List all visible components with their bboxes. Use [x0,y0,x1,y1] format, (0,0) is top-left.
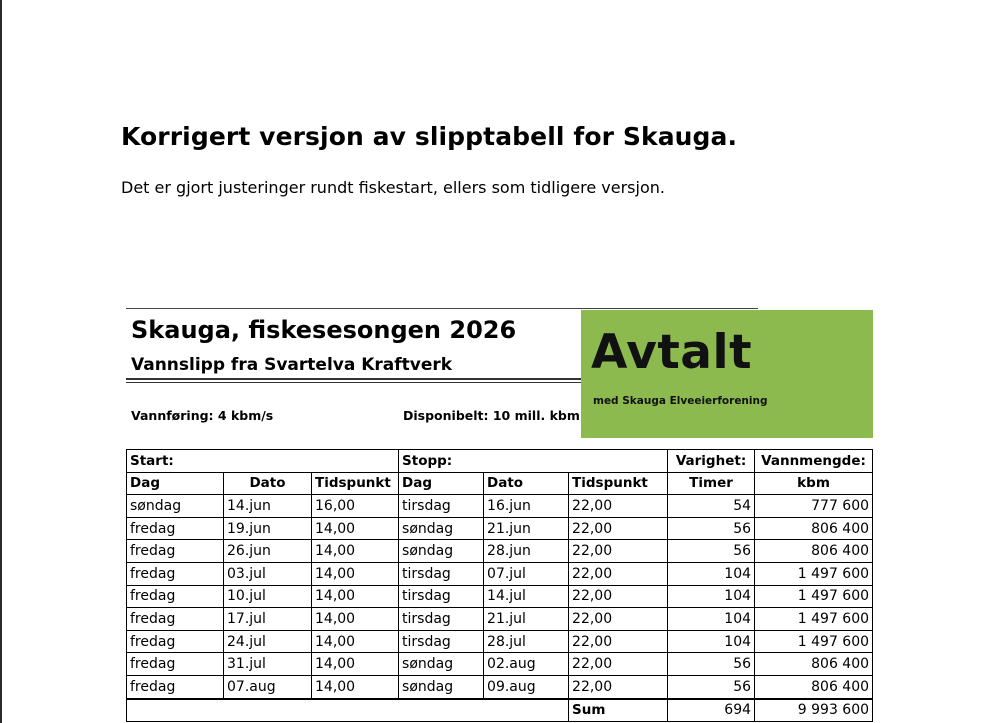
group-header-row [127,450,873,473]
cell-tidspunkt-stopp: 22,00 [569,540,668,563]
table-row [127,675,873,698]
col-dato-stopp: Dato [484,472,569,495]
cell-tidspunkt-stopp: 22,00 [569,585,668,608]
sheet-subtitle: Vannslipp fra Svartelva Kraftverk [131,355,453,375]
col-timer: Timer [668,472,755,495]
table-row [127,653,873,676]
sum-timer: 694 [668,699,755,722]
group-stopp: Stopp: [399,450,668,473]
table-row [127,517,873,540]
cell-timer: 104 [668,630,755,653]
cell-tidspunkt: 14,00 [312,517,399,540]
col-tidspunkt: Tidspunkt [312,472,399,495]
cell-dato-stopp: 16.jun [484,495,569,518]
sum-kbm: 9 993 600 [755,699,873,722]
cell-timer: 104 [668,585,755,608]
table-row [127,562,873,585]
cell-dag: søndag [127,495,224,518]
cell-kbm: 1 497 600 [755,630,873,653]
sum-spacer [127,699,569,722]
cell-tidspunkt: 14,00 [312,562,399,585]
col-tidspunkt-stopp: Tidspunkt [569,472,668,495]
table-body [127,495,873,699]
cell-dag-stopp: søndag [399,653,484,676]
cell-tidspunkt: 14,00 [312,675,399,698]
cell-tidspunkt-stopp: 22,00 [569,608,668,631]
cell-dag-stopp: søndag [399,675,484,698]
cell-dato-stopp: 21.jul [484,608,569,631]
spreadsheet-image [126,307,874,723]
cell-dato-stopp: 09.aug [484,675,569,698]
cell-dag-stopp: tirsdag [399,585,484,608]
table-row [127,540,873,563]
cell-timer: 56 [668,517,755,540]
cell-dato: 03.jul [224,562,312,585]
cell-tidspunkt: 14,00 [312,540,399,563]
cell-tidspunkt: 14,00 [312,585,399,608]
cell-dag: fredag [127,608,224,631]
cell-kbm: 777 600 [755,495,873,518]
table-row [127,495,873,518]
cell-timer: 56 [668,675,755,698]
cell-dato: 26.jun [224,540,312,563]
cell-dag-stopp: søndag [399,540,484,563]
cell-dato: 17.jul [224,608,312,631]
avtalt-stamp [581,310,873,438]
cell-kbm: 806 400 [755,653,873,676]
cell-tidspunkt-stopp: 22,00 [569,517,668,540]
col-kbm: kbm [755,472,873,495]
cell-dato-stopp: 02.aug [484,653,569,676]
group-start: Start: [127,450,399,473]
cell-dag: fredag [127,562,224,585]
cell-dag: fredag [127,653,224,676]
sheet-double-rule-lower [126,382,582,383]
sum-label: Sum [569,699,668,722]
cell-kbm: 1 497 600 [755,608,873,631]
sheet-top-rule [126,308,758,309]
cell-dato-stopp: 28.jun [484,540,569,563]
page-left-border [0,0,2,723]
page-title: Korrigert versjon av slipptabell for Skauga. [121,122,738,151]
cell-dato: 24.jul [224,630,312,653]
table-row [127,585,873,608]
group-varighet: Varighet: [668,450,755,473]
disponibelt-label: Disponibelt: 10 mill. kbm [403,408,580,423]
cell-dag-stopp: tirsdag [399,608,484,631]
stamp-caption: med Skauga Elveeierforening [593,395,768,407]
stamp-title: Avtalt [591,325,753,380]
cell-timer: 56 [668,653,755,676]
group-vannmengde: Vannmengde: [755,450,873,473]
col-dag: Dag [127,472,224,495]
cell-dato: 07.aug [224,675,312,698]
cell-tidspunkt: 14,00 [312,630,399,653]
col-dato: Dato [224,472,312,495]
table-row [127,608,873,631]
cell-tidspunkt-stopp: 22,00 [569,562,668,585]
cell-dato-stopp: 07.jul [484,562,569,585]
table-row [127,630,873,653]
cell-dag-stopp: tirsdag [399,562,484,585]
vannforing-label: Vannføring: 4 kbm/s [131,408,274,423]
column-header-row [127,472,873,495]
col-dag-stopp: Dag [399,472,484,495]
cell-dag: fredag [127,675,224,698]
cell-timer: 54 [668,495,755,518]
cell-dag: fredag [127,630,224,653]
cell-tidspunkt: 14,00 [312,653,399,676]
cell-tidspunkt: 14,00 [312,608,399,631]
page-subtitle: Det er gjort justeringer rundt fiskestart, ellers som tidligere versjon. [121,178,665,197]
cell-dato: 14.jun [224,495,312,518]
cell-dag-stopp: tirsdag [399,630,484,653]
sum-row [127,699,873,722]
cell-tidspunkt-stopp: 22,00 [569,675,668,698]
cell-dato: 31.jul [224,653,312,676]
cell-dag: fredag [127,585,224,608]
cell-kbm: 1 497 600 [755,585,873,608]
cell-timer: 104 [668,562,755,585]
cell-tidspunkt-stopp: 22,00 [569,653,668,676]
cell-timer: 56 [668,540,755,563]
cell-dato: 19.jun [224,517,312,540]
cell-kbm: 806 400 [755,675,873,698]
cell-dag: fredag [127,517,224,540]
cell-dag-stopp: søndag [399,517,484,540]
sheet-double-rule [126,378,582,380]
slipp-table [126,449,873,722]
cell-tidspunkt-stopp: 22,00 [569,630,668,653]
cell-kbm: 1 497 600 [755,562,873,585]
cell-dato-stopp: 21.jun [484,517,569,540]
cell-dag: fredag [127,540,224,563]
cell-timer: 104 [668,608,755,631]
cell-tidspunkt-stopp: 22,00 [569,495,668,518]
cell-dato-stopp: 28.jul [484,630,569,653]
sheet-title: Skauga, fiskesesongen 2026 [131,316,517,344]
cell-dag-stopp: tirsdag [399,495,484,518]
cell-tidspunkt: 16,00 [312,495,399,518]
cell-kbm: 806 400 [755,517,873,540]
cell-dato: 10.jul [224,585,312,608]
cell-kbm: 806 400 [755,540,873,563]
cell-dato-stopp: 14.jul [484,585,569,608]
